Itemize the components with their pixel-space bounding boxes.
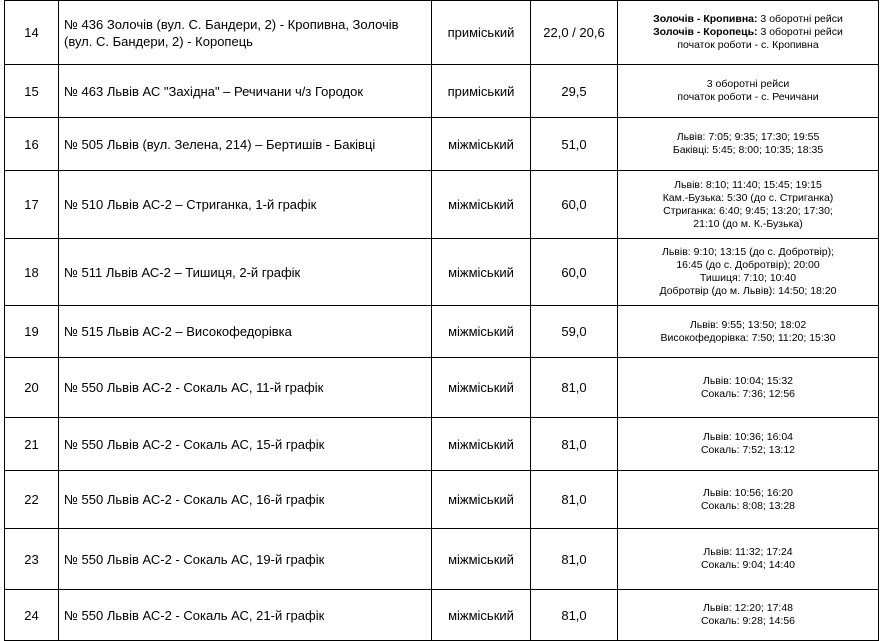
route-name: № 550 Львів АС-2 - Сокаль АС, 15-й графік [59,418,432,471]
schedule-line [622,388,874,401]
route-name: № 550 Львів АС-2 - Сокаль АС, 21-й графік [59,590,432,641]
row-number: 17 [5,171,59,239]
route-distance: 60,0 [531,171,618,239]
route-distance: 81,0 [531,358,618,418]
route-type: міжміський [432,171,531,239]
route-type: приміський [432,65,531,118]
route-distance: 81,0 [531,529,618,590]
schedule-text: Сокаль: 9:04; 14:40 [700,559,796,571]
route-name: № 550 Львів АС-2 - Сокаль АС, 11-й графік [59,358,432,418]
route-type: міжміський [432,471,531,529]
routes-table [4,0,879,641]
route-schedule [618,418,879,471]
route-type: міжміський [432,118,531,171]
schedule-text: 3 оборотні рейси [706,78,790,90]
schedule-text: 3 оборотні рейси [757,26,843,38]
schedule-line [622,259,874,272]
route-name: № 550 Львів АС-2 - Сокаль АС, 19-й графік [59,529,432,590]
schedule-line [622,218,874,231]
route-distance: 81,0 [531,471,618,529]
route-name: № 463 Львів АС "Західна" – Речичани ч/з Городок [59,65,432,118]
schedule-text: Сокаль: 8:08; 13:28 [700,499,796,512]
schedule-line [622,192,874,205]
route-distance: 22,0 / 20,6 [531,1,618,65]
schedule-line [622,487,874,500]
schedule-line [622,13,874,26]
route-schedule [618,239,879,306]
schedule-line [622,39,874,52]
route-name: № 510 Львів АС-2 – Стриганка, 1-й графік [59,171,432,239]
row-number: 22 [5,471,59,529]
route-schedule [618,529,879,590]
route-type: міжміський [432,418,531,471]
row-number: 20 [5,358,59,418]
route-schedule [618,358,879,418]
route-schedule [618,171,879,239]
schedule-line [622,144,874,157]
route-type: міжміський [432,306,531,358]
route-distance: 29,5 [531,65,618,118]
schedule-text: Львів: 10:56; 16:20 [702,486,794,499]
row-number: 16 [5,118,59,171]
schedule-text: Львів: 10:36; 16:04 [702,431,794,443]
routes-table-body [5,1,879,641]
table-row [5,1,879,65]
schedule-line [622,444,874,457]
route-type: міжміський [432,529,531,590]
table-row [5,65,879,118]
route-name: № 436 Золочів (вул. С. Бандери, 2) - Кропивна, Золочів (вул. С. Бандери, 2) - Коропець [59,1,432,65]
route-name: № 515 Львів АС-2 – Високофедорівка [59,306,432,358]
schedule-line [622,615,874,628]
route-schedule [618,1,879,65]
schedule-text: Львів: 11:32; 17:24 [703,546,793,558]
schedule-text: Львів: 9:55; 13:50; 18:02 [689,318,807,331]
row-number: 24 [5,590,59,641]
table-row [5,171,879,239]
schedule-line [622,375,874,388]
route-type: приміський [432,1,531,65]
schedule-text: початок роботи - с. Кропивна [677,39,819,51]
schedule-line [622,205,874,218]
route-type: міжміський [432,239,531,306]
route-distance: 59,0 [531,306,618,358]
schedule-text: Сокаль: 7:52; 13:12 [700,444,796,456]
table-row [5,306,879,358]
route-schedule [618,306,879,358]
schedule-text: Стриганка: 6:40; 9:45; 13:20; 17:30; [663,204,833,217]
schedule-text: Добротвір (до м. Львів): 14:50; 18:20 [659,285,837,297]
route-distance: 60,0 [531,239,618,306]
row-number: 19 [5,306,59,358]
schedule-text: Високофедорівка: 7:50; 11:20; 15:30 [660,331,836,344]
route-name: № 511 Львів АС-2 – Тишиця, 2-й графік [59,239,432,306]
schedule-text: Львів: 10:04; 15:32 [702,374,794,387]
route-name: № 505 Львів (вул. Зелена, 214) – Бертишів - Баківці [59,118,432,171]
row-number: 23 [5,529,59,590]
row-number: 14 [5,1,59,65]
table-row [5,418,879,471]
schedule-text: Кам.-Бузька: 5:30 (до с. Стриганка) [662,191,834,204]
schedule-text: 3 оборотні рейси [757,13,843,25]
schedule-text: Львів: 7:05; 9:35; 17:30; 19:55 [676,131,820,143]
schedule-text: Сокаль: 9:28; 14:56 [700,615,796,627]
schedule-line [622,332,874,345]
route-distance: 81,0 [531,418,618,471]
schedule-line [622,602,874,615]
table-row [5,529,879,590]
table-row [5,239,879,306]
schedule-text: Львів: 12:20; 17:48 [702,602,794,614]
schedule-text: 21:10 (до м. К.-Бузька) [693,217,803,230]
schedule-line [622,246,874,259]
route-type: міжміський [432,358,531,418]
route-name: № 550 Львів АС-2 - Сокаль АС, 16-й графік [59,471,432,529]
schedule-line [622,319,874,332]
schedule-line [622,546,874,559]
table-row [5,118,879,171]
route-distance: 51,0 [531,118,618,171]
row-number: 18 [5,239,59,306]
schedule-line [622,285,874,298]
schedule-line [622,26,874,39]
row-number: 21 [5,418,59,471]
schedule-line [622,500,874,513]
schedule-text: Сокаль: 7:36; 12:56 [700,387,796,400]
schedule-line [622,559,874,572]
table-row [5,358,879,418]
schedule-line [622,179,874,192]
route-type: міжміський [432,590,531,641]
schedule-text: Тишиця: 7:10; 10:40 [699,272,797,284]
route-schedule [618,118,879,171]
schedule-direction: Золочів - Кропивна: [653,13,758,25]
table-row [5,590,879,641]
schedule-text: Баківці: 5:45; 8:00; 10:35; 18:35 [672,144,824,156]
route-schedule [618,471,879,529]
schedule-line [622,272,874,285]
schedule-line [622,78,874,91]
route-schedule [618,65,879,118]
table-row [5,471,879,529]
schedule-line [622,91,874,104]
row-number: 15 [5,65,59,118]
schedule-text: Львів: 8:10; 11:40; 15:45; 19:15 [674,178,822,191]
route-schedule [618,590,879,641]
schedule-text: початок роботи - с. Речичани [677,91,819,103]
schedule-text: Львів: 9:10; 13:15 (до с. Добротвір); [661,246,835,258]
schedule-line [622,131,874,144]
schedule-line [622,431,874,444]
schedule-direction: Золочів - Коропець: [653,26,758,38]
route-distance: 81,0 [531,590,618,641]
schedule-text: 16:45 (до с. Добротвір); 20:00 [676,259,820,271]
